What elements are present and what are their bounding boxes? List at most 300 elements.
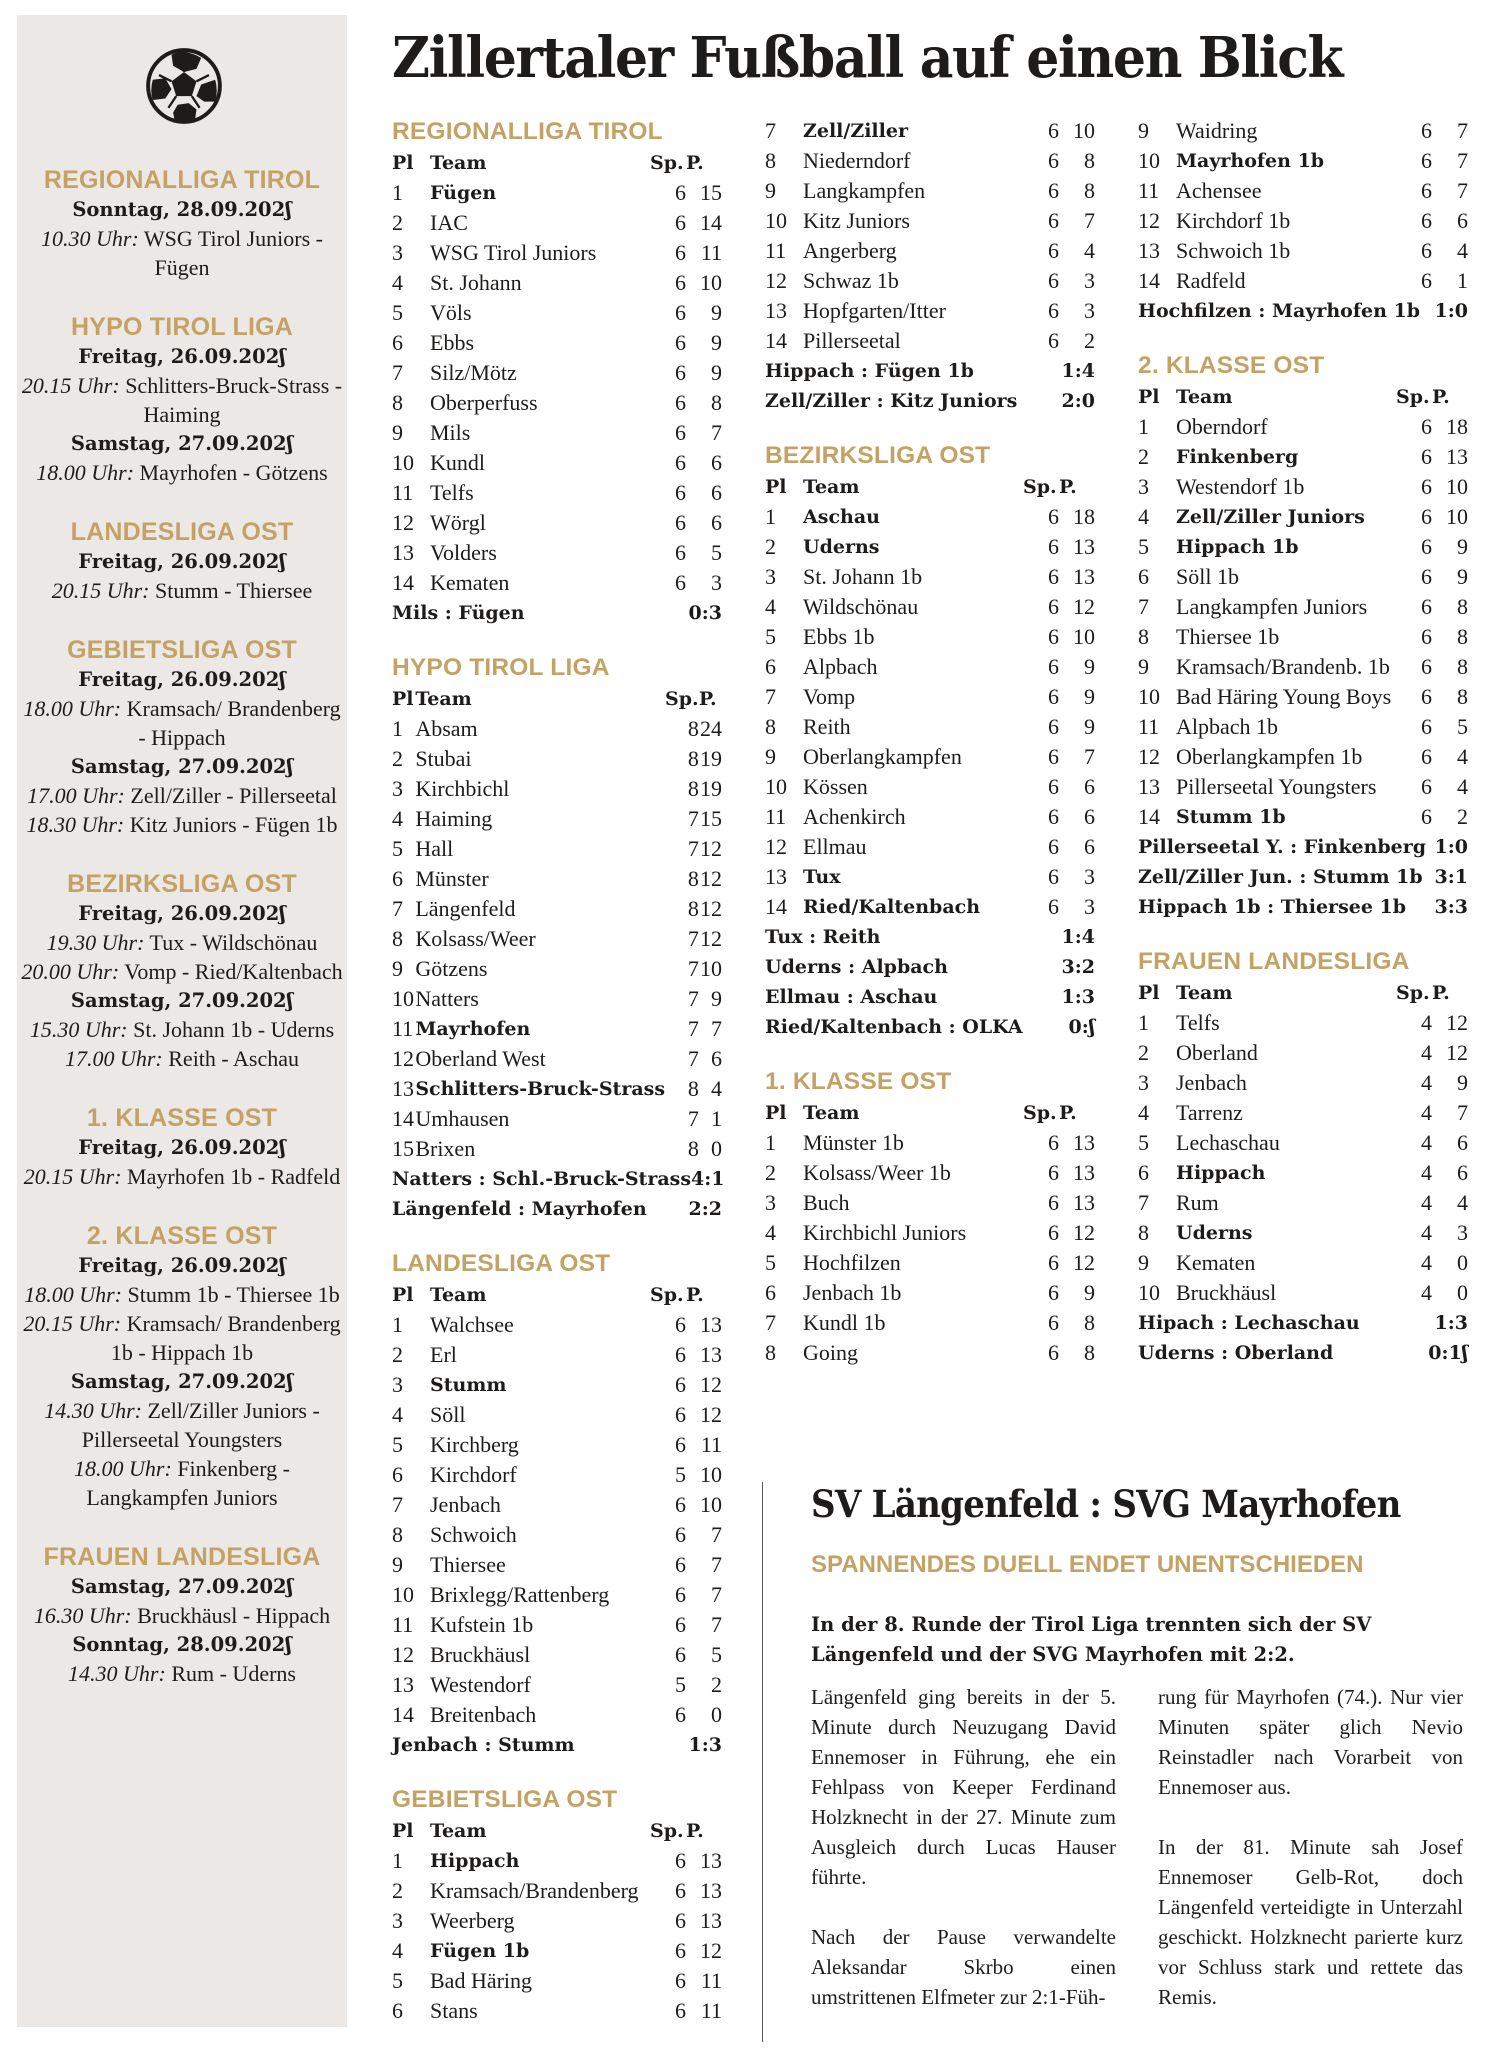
team-cell: Volders [430, 540, 497, 565]
games-cell: 6 [675, 390, 686, 415]
games-cell: 6 [675, 1968, 686, 1993]
result-score: 1:0 [1434, 836, 1468, 858]
rank-cell: 9 [765, 744, 776, 769]
table-row [392, 864, 722, 894]
team-cell: Aschau [803, 506, 880, 528]
schedule-game [17, 371, 347, 429]
points-cell: 0 [711, 1136, 722, 1161]
games-cell: 6 [1048, 864, 1059, 889]
games-cell: 4 [1421, 1100, 1432, 1125]
game-time: 14.30 Uhr: [68, 1661, 166, 1686]
table-row [765, 592, 1095, 622]
team-cell: Fügen [430, 182, 497, 204]
game-match: Zell/Ziller - Pillerseetal [130, 783, 337, 808]
points-cell: 2 [711, 1672, 722, 1697]
result-score: 1:3 [688, 1734, 722, 1756]
rank-cell: 13 [1138, 774, 1160, 799]
games-cell: 6 [1048, 1220, 1059, 1245]
result-score: 1:0 [1434, 300, 1468, 322]
points-cell: 12 [1446, 1040, 1468, 1065]
team-cell: Oberland [1176, 1040, 1258, 1065]
team-cell: Kitz Juniors [803, 208, 910, 233]
match-result [392, 1164, 725, 1194]
points-cell: 14 [700, 210, 722, 235]
schedule-game [17, 1015, 347, 1044]
table-row [1138, 1188, 1468, 1218]
league-standings [765, 1066, 1095, 1368]
points-cell: 12 [700, 866, 722, 891]
schedule-day: Sonntag, 28.09.202ʃ [72, 198, 292, 221]
games-cell: 4 [1421, 1010, 1432, 1035]
table-row [765, 116, 1095, 146]
header-p: P. [698, 688, 717, 710]
table-row [1138, 1068, 1468, 1098]
points-cell: 13 [1073, 1160, 1095, 1185]
points-cell: 11 [700, 1432, 722, 1457]
games-cell: 6 [1421, 414, 1432, 439]
league-standings [392, 1784, 722, 2026]
points-cell: 5 [711, 1642, 722, 1667]
team-cell: Westendorf [430, 1672, 531, 1697]
rank-cell: 7 [765, 684, 776, 709]
rank-cell: 3 [1138, 1070, 1149, 1095]
rank-cell: 12 [765, 268, 787, 293]
games-cell: 6 [1048, 208, 1059, 233]
games-cell: 6 [675, 1312, 686, 1337]
games-cell: 5 [675, 1462, 686, 1487]
header-pl: Pl [765, 476, 787, 498]
table-header-row [1138, 382, 1468, 412]
table-row [765, 1218, 1095, 1248]
game-time: 10.30 Uhr: [41, 226, 139, 251]
points-cell: 12 [1073, 594, 1095, 619]
team-cell: Silz/Mötz [430, 360, 517, 385]
points-cell: 13 [1073, 1190, 1095, 1215]
points-cell: 8 [1457, 624, 1468, 649]
header-sp: Sp. [650, 152, 684, 174]
result-score: 4:1 [691, 1168, 725, 1190]
rank-cell: 4 [392, 1402, 403, 1427]
points-cell: 15 [700, 806, 722, 831]
game-match: St. Johann 1b - Uderns [133, 1017, 335, 1042]
table-row [392, 1074, 722, 1104]
points-cell: 8 [1084, 148, 1095, 173]
table-row [392, 1700, 722, 1730]
games-cell: 6 [675, 270, 686, 295]
games-cell: 7 [687, 836, 699, 861]
team-cell: Bad Häring [430, 1968, 533, 1993]
game-match: Vomp - Ried/Kaltenbach [124, 959, 343, 984]
standings-table [392, 148, 722, 598]
points-cell: 4 [1457, 774, 1468, 799]
result-teams: Hippach 1b : Thiersee 1b [1138, 896, 1407, 918]
standings-table [1138, 382, 1468, 832]
rank-cell: 12 [392, 1046, 414, 1071]
match-result [765, 386, 1095, 416]
game-time: 18.00 Uhr: [36, 460, 135, 485]
schedule-section [17, 1103, 347, 1191]
rank-cell: 10 [392, 1582, 414, 1607]
schedule-day: Sonntag, 28.09.202ʃ [72, 1633, 292, 1656]
league-standings [765, 116, 1095, 416]
table-row [1138, 412, 1468, 442]
games-cell: 6 [675, 1582, 686, 1607]
points-cell: 13 [700, 1908, 722, 1933]
games-cell: 7 [687, 1106, 699, 1131]
header-sp: Sp. [1396, 982, 1430, 1004]
games-cell: 6 [1048, 1340, 1059, 1365]
games-cell: 6 [675, 240, 686, 265]
header-p: P. [1432, 982, 1450, 1004]
rank-cell: 14 [765, 328, 787, 353]
team-cell: Hippach 1b [1176, 536, 1299, 558]
result-teams: Längenfeld : Mayrhofen [392, 1198, 647, 1220]
points-cell: 13 [1073, 564, 1095, 589]
team-cell: Hippach [1176, 1162, 1266, 1184]
rank-cell: 10 [392, 986, 414, 1011]
table-row [392, 894, 722, 924]
game-time: 20.15 Uhr: [23, 1164, 122, 1189]
schedule-game [17, 1162, 347, 1191]
points-cell: 7 [711, 1582, 722, 1607]
team-cell: Hippach [430, 1850, 520, 1872]
rank-cell: 4 [392, 806, 403, 831]
rank-cell: 14 [765, 894, 787, 919]
points-cell: 6 [711, 1046, 722, 1071]
games-cell: 4 [1421, 1190, 1432, 1215]
game-time: 20.15 Uhr: [23, 1311, 122, 1336]
game-match: Reith - Aschau [168, 1046, 300, 1071]
match-result [765, 356, 1095, 386]
schedule-day: Samstag, 27.09.202ʃ [70, 432, 294, 455]
result-score: 1:3 [1061, 986, 1095, 1008]
rank-cell: 5 [392, 1968, 403, 1993]
rank-cell: 11 [1138, 178, 1160, 203]
game-match: Stumm 1b - Thiersee 1b [127, 1282, 340, 1307]
table-row [392, 1460, 722, 1490]
games-cell: 6 [1048, 1130, 1059, 1155]
schedule-league-heading: BEZIRKSLIGA OST [67, 870, 297, 898]
team-cell: Walchsee [430, 1312, 514, 1337]
rank-cell: 10 [765, 208, 787, 233]
points-cell: 10 [1446, 474, 1468, 499]
header-team: Team [415, 688, 472, 710]
team-cell: Uderns [803, 536, 880, 558]
schedule-sidebar [17, 15, 347, 2027]
points-cell: 9 [1457, 564, 1468, 589]
table-row [392, 1580, 722, 1610]
points-cell: 7 [1084, 208, 1095, 233]
rank-cell: 7 [765, 118, 776, 143]
games-cell: 6 [675, 1702, 686, 1727]
rank-cell: 10 [1138, 148, 1160, 173]
table-row [765, 682, 1095, 712]
games-cell: 6 [675, 1432, 686, 1457]
rank-cell: 12 [392, 510, 414, 535]
games-cell: 7 [687, 956, 699, 981]
table-row [392, 1340, 722, 1370]
standings-table [392, 1280, 722, 1730]
games-cell: 6 [675, 1642, 686, 1667]
team-cell: Hochfilzen [803, 1250, 901, 1275]
team-cell: St. Johann [430, 270, 522, 295]
game-time: 17.00 Uhr: [64, 1046, 163, 1071]
team-cell: Thiersee 1b [1176, 624, 1280, 649]
table-row [765, 296, 1095, 326]
schedule-day: Freitag, 26.09.202ʃ [78, 1254, 286, 1277]
match-result [1138, 862, 1468, 892]
game-time: 15.30 Uhr: [29, 1017, 128, 1042]
result-teams: Mils : Fügen [392, 602, 525, 624]
table-row [392, 1670, 722, 1700]
points-cell: 12 [700, 1372, 722, 1397]
rank-cell: 6 [765, 654, 776, 679]
table-row [765, 622, 1095, 652]
game-time: 19.30 Uhr: [46, 930, 145, 955]
result-teams: Hochfilzen : Mayrhofen 1b [1138, 300, 1421, 322]
rank-cell: 7 [765, 1310, 776, 1335]
rank-cell: 7 [1138, 594, 1149, 619]
rank-cell: 3 [765, 1190, 776, 1215]
header-p: P. [1432, 386, 1450, 408]
team-cell: Ried/Kaltenbach [803, 896, 981, 918]
game-match: Schlitters-Bruck-Strass - Haiming [125, 373, 343, 427]
rank-cell: 9 [1138, 118, 1149, 143]
result-teams: Zell/Ziller : Kitz Juniors [765, 390, 1018, 412]
header-pl: Pl [1138, 386, 1160, 408]
article-paragraph: rung für Mayrhofen (74.). Nur vier Minuten später glich Nevio Reinstadler nach Vorarbeit von Ennemoser aus. [1158, 1685, 1463, 1799]
schedule-game [17, 1309, 347, 1367]
schedule-game [17, 957, 347, 986]
table-row [1138, 712, 1468, 742]
result-score: 0:3 [688, 602, 722, 624]
team-cell: Bruckhäusl [1176, 1280, 1277, 1305]
table-row [392, 1966, 722, 1996]
points-cell: 4 [1457, 1190, 1468, 1215]
table-row [765, 862, 1095, 892]
schedule-game [17, 928, 347, 957]
league-heading: LANDESLIGA OST [392, 1250, 611, 1277]
points-cell: 9 [1457, 534, 1468, 559]
schedule-game [17, 1659, 347, 1688]
games-cell: 6 [1048, 148, 1059, 173]
team-cell: Fügen 1b [430, 1940, 530, 1962]
rank-cell: 6 [392, 866, 403, 891]
league-standings [392, 116, 722, 628]
table-row [765, 742, 1095, 772]
match-result [392, 1730, 722, 1760]
rank-cell: 8 [392, 926, 403, 951]
result-teams: Uderns : Alpbach [765, 956, 948, 978]
rank-cell: 9 [1138, 654, 1149, 679]
games-cell: 6 [675, 420, 686, 445]
rank-cell: 1 [392, 180, 403, 205]
table-row [392, 1400, 722, 1430]
table-row [392, 1876, 722, 1906]
rank-cell: 5 [392, 300, 403, 325]
games-cell: 6 [675, 1522, 686, 1547]
games-cell: 8 [687, 1136, 699, 1161]
schedule-league-heading: HYPO TIROL LIGA [71, 313, 293, 341]
team-cell: Niederndorf [803, 148, 911, 173]
result-score: 0:1ʃ [1428, 1342, 1468, 1364]
points-cell: 13 [700, 1342, 722, 1367]
points-cell: 0 [1457, 1280, 1468, 1305]
games-cell: 6 [675, 1372, 686, 1397]
points-cell: 5 [1457, 714, 1468, 739]
team-cell: Kirchbichl Juniors [803, 1220, 967, 1245]
game-match: Rum - Uderns [171, 1661, 296, 1686]
rank-cell: 12 [1138, 208, 1160, 233]
games-cell: 6 [675, 1552, 686, 1577]
team-cell: Kolsass/Weer [415, 926, 536, 951]
rank-cell: 9 [1138, 1250, 1149, 1275]
table-row [765, 176, 1095, 206]
league-standings [392, 652, 725, 1224]
games-cell: 6 [675, 480, 686, 505]
result-teams: Hipach : Lechaschau [1138, 1312, 1360, 1334]
table-row [765, 562, 1095, 592]
rank-cell: 2 [765, 534, 776, 559]
games-cell: 6 [675, 1998, 686, 2023]
points-cell: 6 [711, 510, 722, 535]
game-time: 17.00 Uhr: [27, 783, 125, 808]
rank-cell: 2 [392, 1878, 403, 1903]
points-cell: 4 [1457, 744, 1468, 769]
league-standings [392, 1248, 722, 1760]
rank-cell: 12 [392, 1642, 414, 1667]
schedule-game [17, 458, 347, 487]
rank-cell: 3 [392, 1372, 403, 1397]
table-row [1138, 116, 1468, 146]
rank-cell: 5 [392, 836, 403, 861]
match-result [1138, 832, 1468, 862]
games-cell: 6 [1421, 474, 1432, 499]
games-cell: 6 [675, 450, 686, 475]
games-cell: 6 [1048, 298, 1059, 323]
schedule-section [17, 1542, 347, 1688]
points-cell: 13 [1073, 1130, 1095, 1155]
match-result [765, 952, 1095, 982]
team-cell: Münster [415, 866, 489, 891]
rank-cell: 6 [1138, 564, 1149, 589]
team-cell: Tarrenz [1176, 1100, 1243, 1125]
table-row [392, 954, 722, 984]
points-cell: 7 [1457, 1100, 1468, 1125]
rank-cell: 4 [765, 594, 776, 619]
match-result [765, 982, 1095, 1012]
games-cell: 6 [1421, 684, 1432, 709]
games-cell: 6 [1421, 238, 1432, 263]
game-time: 18.00 Uhr: [74, 1456, 172, 1481]
rank-cell: 14 [1138, 804, 1160, 829]
team-cell: Erl [430, 1342, 457, 1367]
points-cell: 7 [711, 1612, 722, 1637]
team-cell: Hall [415, 836, 454, 861]
games-cell: 6 [675, 510, 686, 535]
rank-cell: 14 [1138, 268, 1160, 293]
team-cell: Langkampfen Juniors [1176, 594, 1368, 619]
table-row [1138, 472, 1468, 502]
games-cell: 6 [1048, 1250, 1059, 1275]
team-cell: Uderns [1176, 1222, 1253, 1244]
table-row [1138, 1008, 1468, 1038]
points-cell: 8 [1084, 1340, 1095, 1365]
points-cell: 11 [700, 1998, 722, 2023]
team-cell: Langkampfen [803, 178, 926, 203]
games-cell: 6 [675, 210, 686, 235]
games-cell: 6 [1048, 1310, 1059, 1335]
points-cell: 10 [700, 1462, 722, 1487]
table-row [1138, 266, 1468, 296]
games-cell: 4 [1421, 1130, 1432, 1155]
table-row [392, 714, 722, 744]
rank-cell: 6 [392, 1462, 403, 1487]
league-heading: HYPO TIROL LIGA [392, 654, 610, 681]
schedule-game [17, 1454, 347, 1512]
table-row [1138, 1038, 1468, 1068]
points-cell: 3 [1457, 1220, 1468, 1245]
points-cell: 12 [1073, 1220, 1095, 1245]
schedule-game [17, 810, 347, 839]
table-row [765, 892, 1095, 922]
rank-cell: 5 [765, 624, 776, 649]
team-cell: Alpbach [803, 654, 878, 679]
article-paragraph: In der 81. Minute sah Josef Ennemoser Gelb-Rot, doch Längenfeld verteidigte in Unterzahl geschickt. Holzknecht parierte kurz vor Schluss stark und rettete das Remis. [1158, 1835, 1463, 2009]
games-cell: 6 [1048, 178, 1059, 203]
team-cell: Schwoich 1b [1176, 238, 1291, 263]
team-cell: Radfeld [1176, 268, 1246, 293]
rank-cell: 13 [1138, 238, 1160, 263]
points-cell: 7 [1457, 118, 1468, 143]
header-sp: Sp. [650, 1820, 684, 1842]
team-cell: Stans [430, 1998, 478, 2023]
points-cell: 3 [1084, 268, 1095, 293]
team-cell: Brixlegg/Rattenberg [430, 1582, 610, 1607]
points-cell: 8 [1457, 594, 1468, 619]
result-score: 0:ʃ [1068, 1016, 1095, 1038]
team-cell: Absam [415, 716, 478, 741]
table-row [392, 924, 722, 954]
result-teams: Ellmau : Aschau [765, 986, 938, 1008]
points-cell: 5 [711, 540, 722, 565]
header-team: Team [1176, 982, 1233, 1004]
rank-cell: 14 [392, 1702, 414, 1727]
games-cell: 6 [675, 1938, 686, 1963]
team-cell: Tux [803, 866, 841, 888]
games-cell: 6 [1048, 774, 1059, 799]
table-row [1138, 622, 1468, 652]
table-header-row [392, 684, 722, 714]
schedule-day: Samstag, 27.09.202ʃ [70, 989, 294, 1012]
team-cell: Schwoich [430, 1522, 517, 1547]
games-cell: 7 [687, 1016, 699, 1041]
team-cell: Kirchbichl [415, 776, 510, 801]
team-cell: Pillerseetal Youngsters [1176, 774, 1377, 799]
result-teams: Hippach : Fügen 1b [765, 360, 974, 382]
points-cell: 3 [1084, 298, 1095, 323]
league-standings [765, 440, 1095, 1042]
points-cell: 4 [711, 1076, 722, 1101]
points-cell: 2 [1457, 804, 1468, 829]
result-teams: Uderns : Oberland [1138, 1342, 1334, 1364]
league-heading: GEBIETSLIGA OST [392, 1786, 618, 1813]
team-cell: Kolsass/Weer 1b [803, 1160, 951, 1185]
points-cell: 9 [1457, 1070, 1468, 1095]
schedule-list [17, 165, 347, 1718]
team-cell: Kramsach/Brandenb. 1b [1176, 654, 1390, 679]
games-cell: 4 [1421, 1250, 1432, 1275]
